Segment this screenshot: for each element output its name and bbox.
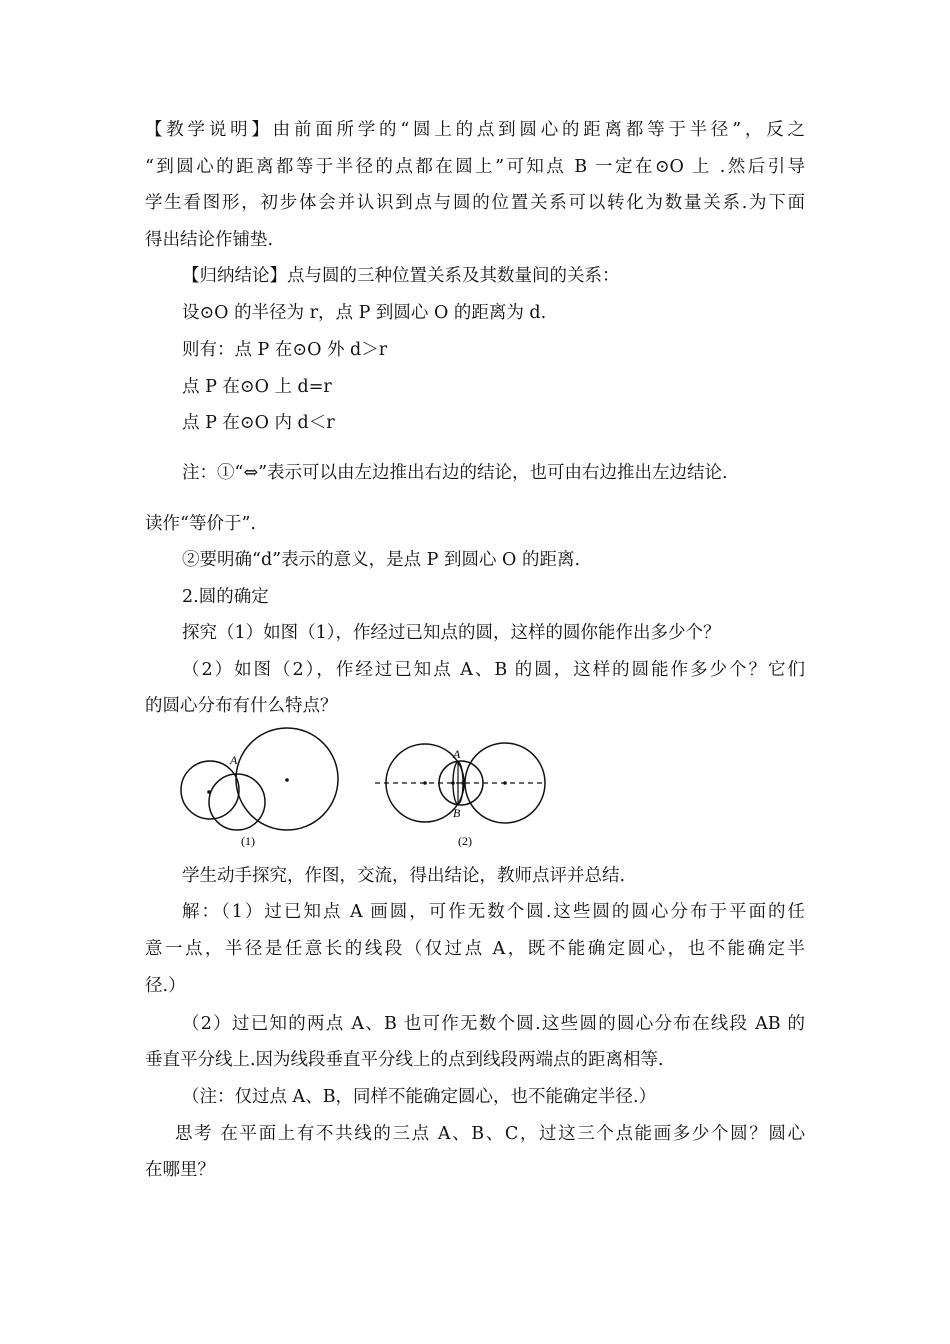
paragraph-teaching-note-line-3: 学生看图形，初步体会并认识到点与圆的位置关系可以转化为数量关系.为下面 [145,193,805,213]
section-heading: 2.圆的确定 [182,587,269,607]
fig1-label-a: A [230,753,238,767]
paragraph-conclusion-heading: 【归纳结论】点与圆的三种位置关系及其数量间的关系： [182,266,620,286]
relation-on: 点 P 在⊙O 上 d=r [182,377,332,397]
note-equivalence-line-1: 注：①“⇔”表示可以由左边推出右边的结论，也可由右边推出左边结论. [182,463,728,483]
paragraph-teaching-note-line-4: 得出结论作铺垫. [145,230,274,250]
paragraph-teaching-note-line-2: “到圆心的距离都等于半径的点都在圆上”可知点 B 一定在⊙O 上 .然后引导 [145,157,805,177]
after-figure-text: 学生动手探究，作图，交流，得出结论，教师点评并总结. [182,866,626,886]
fig1-center-dot [207,790,211,794]
think-question-line-2: 在哪里？ [145,1160,215,1180]
paragraph-definition: 设⊙O 的半径为 r，点 P 到圆心 O 的距离为 d. [182,303,547,323]
circles-diagram [170,722,560,852]
relation-outside: 则有：点 P 在⊙O 外 d＞r [182,340,388,360]
explore-question-2-line-1: （2）如图（2），作经过已知点 A、B 的圆，这样的圆能作多少个？它们 [182,660,805,680]
note-d-meaning: ②要明确“d”表示的意义，是点 P 到圆心 O 的距离. [182,550,581,570]
fig2-center-dot [451,781,455,785]
fig2-center-dot [461,781,465,785]
solution-1-line-1: 解：（1）过已知点 A 画圆，可作无数个圆.这些圆的圆心分布于平面的任 [182,902,805,922]
fig1-center-dot [285,778,289,782]
think-question-line-1: 思考 在平面上有不共线的三点 A、B、C，过这三个点能画多少个圆？圆心 [175,1124,805,1144]
fig2-label-b: B [453,806,461,820]
explore-question-2-line-2: 的圆心分布有什么特点？ [145,696,338,716]
solution-2-line-1: （2）过已知的两点 A、B 也可作无数个圆.这些圆的圆心分布在线段 AB 的 [182,1014,805,1034]
solution-1-line-3: 径.） [145,976,186,996]
solution-2-note: （注：仅过点 A、B，同样不能确定圆心，也不能确定半径.） [182,1087,657,1107]
solution-2-line-2: 垂直平分线上.因为线段垂直平分线上的点到线段两端点的距离相等. [145,1050,664,1070]
circles-figure [170,722,560,852]
paragraph-teaching-note-line-1: 【教学说明】由前面所学的“圆上的点到圆心的距离都等于半径”，反之 [145,120,805,140]
note-equivalence-line-2: 读作“等价于”. [145,514,256,534]
fig2-label-a: A [453,747,461,761]
relation-inside: 点 P 在⊙O 内 d＜r [182,413,335,433]
fig2-center-dot [423,781,427,785]
fig2-center-dot [503,781,507,785]
fig1-caption: (1) [241,834,255,848]
fig2-caption: (2) [458,834,472,848]
solution-1-line-2: 意一点，半径是任意长的线段（仅过点 A，既不能确定圆心，也不能确定半 [145,939,805,959]
explore-question-1: 探究（1）如图（1），作经过已知点的圆，这样的圆你能作出多少个？ [182,623,721,643]
